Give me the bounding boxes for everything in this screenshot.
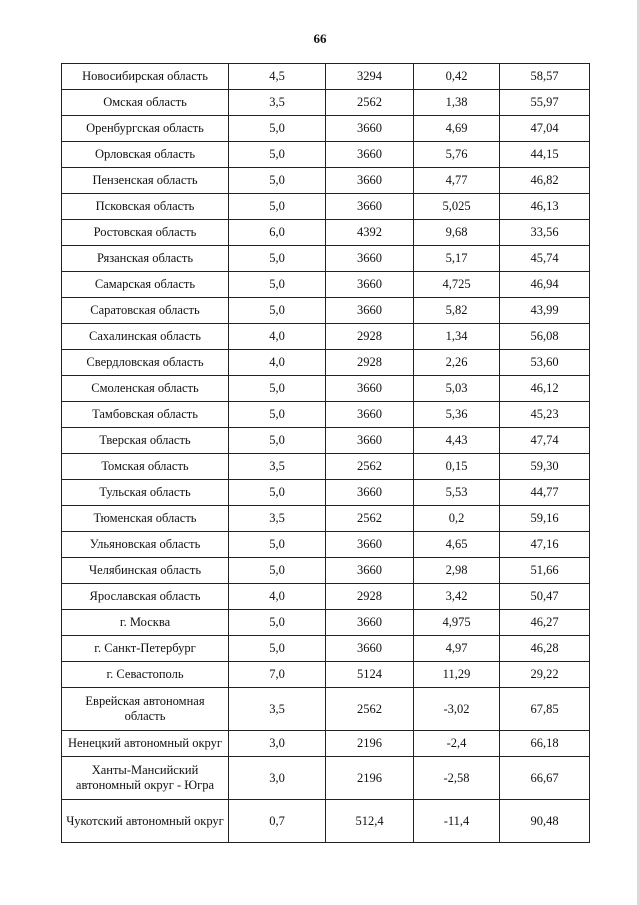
value-col-4-cell: 47,04 — [500, 116, 590, 142]
value-col-1-cell: 5,0 — [229, 246, 326, 272]
table-row — [62, 272, 590, 298]
value-col-3-cell: 5,76 — [414, 142, 500, 168]
table-row — [62, 480, 590, 506]
value-col-3-cell: 9,68 — [414, 220, 500, 246]
value-col-1-cell: 5,0 — [229, 532, 326, 558]
value-col-2-cell: 512,4 — [326, 800, 414, 843]
table-row — [62, 532, 590, 558]
value-col-4-cell: 45,23 — [500, 402, 590, 428]
region-name-cell: г. Санкт-Петербург — [62, 636, 229, 662]
value-col-2-cell: 3660 — [326, 376, 414, 402]
value-col-3-cell: 4,77 — [414, 168, 500, 194]
value-col-2-cell: 3660 — [326, 480, 414, 506]
value-col-3-cell: -11,4 — [414, 800, 500, 843]
value-col-1-cell: 5,0 — [229, 168, 326, 194]
value-col-4-cell: 46,82 — [500, 168, 590, 194]
value-col-3-cell: 11,29 — [414, 662, 500, 688]
value-col-3-cell: 4,725 — [414, 272, 500, 298]
value-col-2-cell: 3660 — [326, 116, 414, 142]
region-name-cell: Челябинская область — [62, 558, 229, 584]
table-row — [62, 662, 590, 688]
value-col-3-cell: 4,43 — [414, 428, 500, 454]
value-col-1-cell: 5,0 — [229, 376, 326, 402]
value-col-3-cell: 0,2 — [414, 506, 500, 532]
value-col-1-cell: 3,5 — [229, 90, 326, 116]
table-row — [62, 506, 590, 532]
table-body — [62, 64, 590, 843]
region-name-cell: Чукотский автономный округ — [62, 800, 229, 843]
value-col-3-cell: 5,03 — [414, 376, 500, 402]
value-col-3-cell: 0,42 — [414, 64, 500, 90]
table-row — [62, 428, 590, 454]
table-row — [62, 610, 590, 636]
table-row — [62, 324, 590, 350]
value-col-1-cell: 5,0 — [229, 610, 326, 636]
value-col-2-cell: 2196 — [326, 731, 414, 757]
value-col-1-cell: 3,0 — [229, 731, 326, 757]
value-col-4-cell: 46,28 — [500, 636, 590, 662]
region-name-cell: Томская область — [62, 454, 229, 480]
value-col-4-cell: 43,99 — [500, 298, 590, 324]
region-name-cell: Тюменская область — [62, 506, 229, 532]
value-col-2-cell: 3660 — [326, 168, 414, 194]
value-col-2-cell: 2562 — [326, 454, 414, 480]
region-name-cell: Еврейская автономная область — [62, 688, 229, 731]
region-data-table — [61, 63, 590, 843]
table-row — [62, 246, 590, 272]
region-name-cell: Ульяновская область — [62, 532, 229, 558]
value-col-4-cell: 58,57 — [500, 64, 590, 90]
table-row — [62, 584, 590, 610]
value-col-1-cell: 5,0 — [229, 558, 326, 584]
table-row — [62, 376, 590, 402]
value-col-1-cell: 0,7 — [229, 800, 326, 843]
value-col-3-cell: 5,36 — [414, 402, 500, 428]
region-name-cell: Ненецкий автономный округ — [62, 731, 229, 757]
value-col-2-cell: 3294 — [326, 64, 414, 90]
region-name-cell: Ханты-Мансийский автономный округ - Югра — [62, 757, 229, 800]
table-row — [62, 558, 590, 584]
value-col-2-cell: 3660 — [326, 532, 414, 558]
region-name-cell: Сахалинская область — [62, 324, 229, 350]
region-name-cell: Псковская область — [62, 194, 229, 220]
value-col-2-cell: 4392 — [326, 220, 414, 246]
region-name-cell: Новосибирская область — [62, 64, 229, 90]
value-col-3-cell: 2,26 — [414, 350, 500, 376]
region-name-cell: г. Москва — [62, 610, 229, 636]
value-col-4-cell: 46,13 — [500, 194, 590, 220]
value-col-4-cell: 59,16 — [500, 506, 590, 532]
region-name-cell: Тамбовская область — [62, 402, 229, 428]
value-col-4-cell: 53,60 — [500, 350, 590, 376]
value-col-1-cell: 5,0 — [229, 298, 326, 324]
value-col-3-cell: 0,15 — [414, 454, 500, 480]
value-col-3-cell: 3,42 — [414, 584, 500, 610]
value-col-1-cell: 5,0 — [229, 428, 326, 454]
value-col-4-cell: 59,30 — [500, 454, 590, 480]
value-col-2-cell: 3660 — [326, 298, 414, 324]
value-col-2-cell: 3660 — [326, 272, 414, 298]
region-name-cell: Ростовская область — [62, 220, 229, 246]
region-name-cell: Рязанская область — [62, 246, 229, 272]
region-name-cell: Тульская область — [62, 480, 229, 506]
region-name-cell: Ярославская область — [62, 584, 229, 610]
value-col-1-cell: 5,0 — [229, 142, 326, 168]
value-col-4-cell: 51,66 — [500, 558, 590, 584]
value-col-1-cell: 4,5 — [229, 64, 326, 90]
value-col-2-cell: 2196 — [326, 757, 414, 800]
value-col-4-cell: 45,74 — [500, 246, 590, 272]
value-col-4-cell: 44,77 — [500, 480, 590, 506]
region-name-cell: Оренбургская область — [62, 116, 229, 142]
table-row — [62, 194, 590, 220]
table-row — [62, 64, 590, 90]
value-col-1-cell: 6,0 — [229, 220, 326, 246]
value-col-1-cell: 3,0 — [229, 757, 326, 800]
region-name-cell: Омская область — [62, 90, 229, 116]
region-name-cell: Тверская область — [62, 428, 229, 454]
value-col-2-cell: 2562 — [326, 90, 414, 116]
value-col-4-cell: 90,48 — [500, 800, 590, 843]
value-col-2-cell: 3660 — [326, 636, 414, 662]
value-col-3-cell: 4,65 — [414, 532, 500, 558]
region-name-cell: г. Севастополь — [62, 662, 229, 688]
value-col-1-cell: 5,0 — [229, 272, 326, 298]
value-col-2-cell: 3660 — [326, 558, 414, 584]
value-col-1-cell: 5,0 — [229, 194, 326, 220]
value-col-1-cell: 4,0 — [229, 324, 326, 350]
value-col-3-cell: -2,4 — [414, 731, 500, 757]
table-row — [62, 350, 590, 376]
value-col-2-cell: 3660 — [326, 194, 414, 220]
value-col-4-cell: 33,56 — [500, 220, 590, 246]
value-col-4-cell: 50,47 — [500, 584, 590, 610]
region-name-cell: Пензенская область — [62, 168, 229, 194]
value-col-4-cell: 46,27 — [500, 610, 590, 636]
region-name-cell: Орловская область — [62, 142, 229, 168]
value-col-4-cell: 44,15 — [500, 142, 590, 168]
value-col-4-cell: 29,22 — [500, 662, 590, 688]
value-col-2-cell: 3660 — [326, 246, 414, 272]
value-col-2-cell: 5124 — [326, 662, 414, 688]
value-col-2-cell: 3660 — [326, 428, 414, 454]
region-name-cell: Саратовская область — [62, 298, 229, 324]
value-col-2-cell: 2928 — [326, 584, 414, 610]
value-col-3-cell: 4,975 — [414, 610, 500, 636]
value-col-3-cell: 5,53 — [414, 480, 500, 506]
value-col-1-cell: 5,0 — [229, 402, 326, 428]
table-row — [62, 220, 590, 246]
value-col-2-cell: 2928 — [326, 350, 414, 376]
table-row — [62, 142, 590, 168]
value-col-3-cell: 5,82 — [414, 298, 500, 324]
table-row — [62, 731, 590, 757]
value-col-3-cell: 1,38 — [414, 90, 500, 116]
value-col-2-cell: 2562 — [326, 506, 414, 532]
value-col-1-cell: 7,0 — [229, 662, 326, 688]
value-col-1-cell: 5,0 — [229, 116, 326, 142]
value-col-1-cell: 3,5 — [229, 688, 326, 731]
value-col-4-cell: 56,08 — [500, 324, 590, 350]
table-row — [62, 688, 590, 731]
value-col-2-cell: 2928 — [326, 324, 414, 350]
page-number: 66 — [313, 31, 327, 46]
value-col-4-cell: 67,85 — [500, 688, 590, 731]
value-col-3-cell: 2,98 — [414, 558, 500, 584]
table-row — [62, 90, 590, 116]
value-col-4-cell: 55,97 — [500, 90, 590, 116]
value-col-2-cell: 3660 — [326, 402, 414, 428]
value-col-4-cell: 47,74 — [500, 428, 590, 454]
value-col-2-cell: 3660 — [326, 142, 414, 168]
value-col-1-cell: 5,0 — [229, 636, 326, 662]
value-col-1-cell: 5,0 — [229, 480, 326, 506]
value-col-1-cell: 3,5 — [229, 506, 326, 532]
table-row — [62, 402, 590, 428]
value-col-4-cell: 46,12 — [500, 376, 590, 402]
value-col-4-cell: 46,94 — [500, 272, 590, 298]
value-col-3-cell: -3,02 — [414, 688, 500, 731]
value-col-4-cell: 47,16 — [500, 532, 590, 558]
table-row — [62, 636, 590, 662]
value-col-1-cell: 4,0 — [229, 584, 326, 610]
table-row — [62, 454, 590, 480]
value-col-1-cell: 4,0 — [229, 350, 326, 376]
value-col-1-cell: 3,5 — [229, 454, 326, 480]
value-col-2-cell: 3660 — [326, 610, 414, 636]
table-row — [62, 116, 590, 142]
table-row — [62, 757, 590, 800]
value-col-3-cell: 4,69 — [414, 116, 500, 142]
value-col-3-cell: -2,58 — [414, 757, 500, 800]
table-row — [62, 298, 590, 324]
table-row — [62, 168, 590, 194]
value-col-2-cell: 2562 — [326, 688, 414, 731]
region-name-cell: Свердловская область — [62, 350, 229, 376]
value-col-3-cell: 5,17 — [414, 246, 500, 272]
value-col-4-cell: 66,67 — [500, 757, 590, 800]
value-col-4-cell: 66,18 — [500, 731, 590, 757]
region-name-cell: Смоленская область — [62, 376, 229, 402]
value-col-3-cell: 4,97 — [414, 636, 500, 662]
table-row — [62, 800, 590, 843]
region-name-cell: Самарская область — [62, 272, 229, 298]
value-col-3-cell: 5,025 — [414, 194, 500, 220]
value-col-3-cell: 1,34 — [414, 324, 500, 350]
